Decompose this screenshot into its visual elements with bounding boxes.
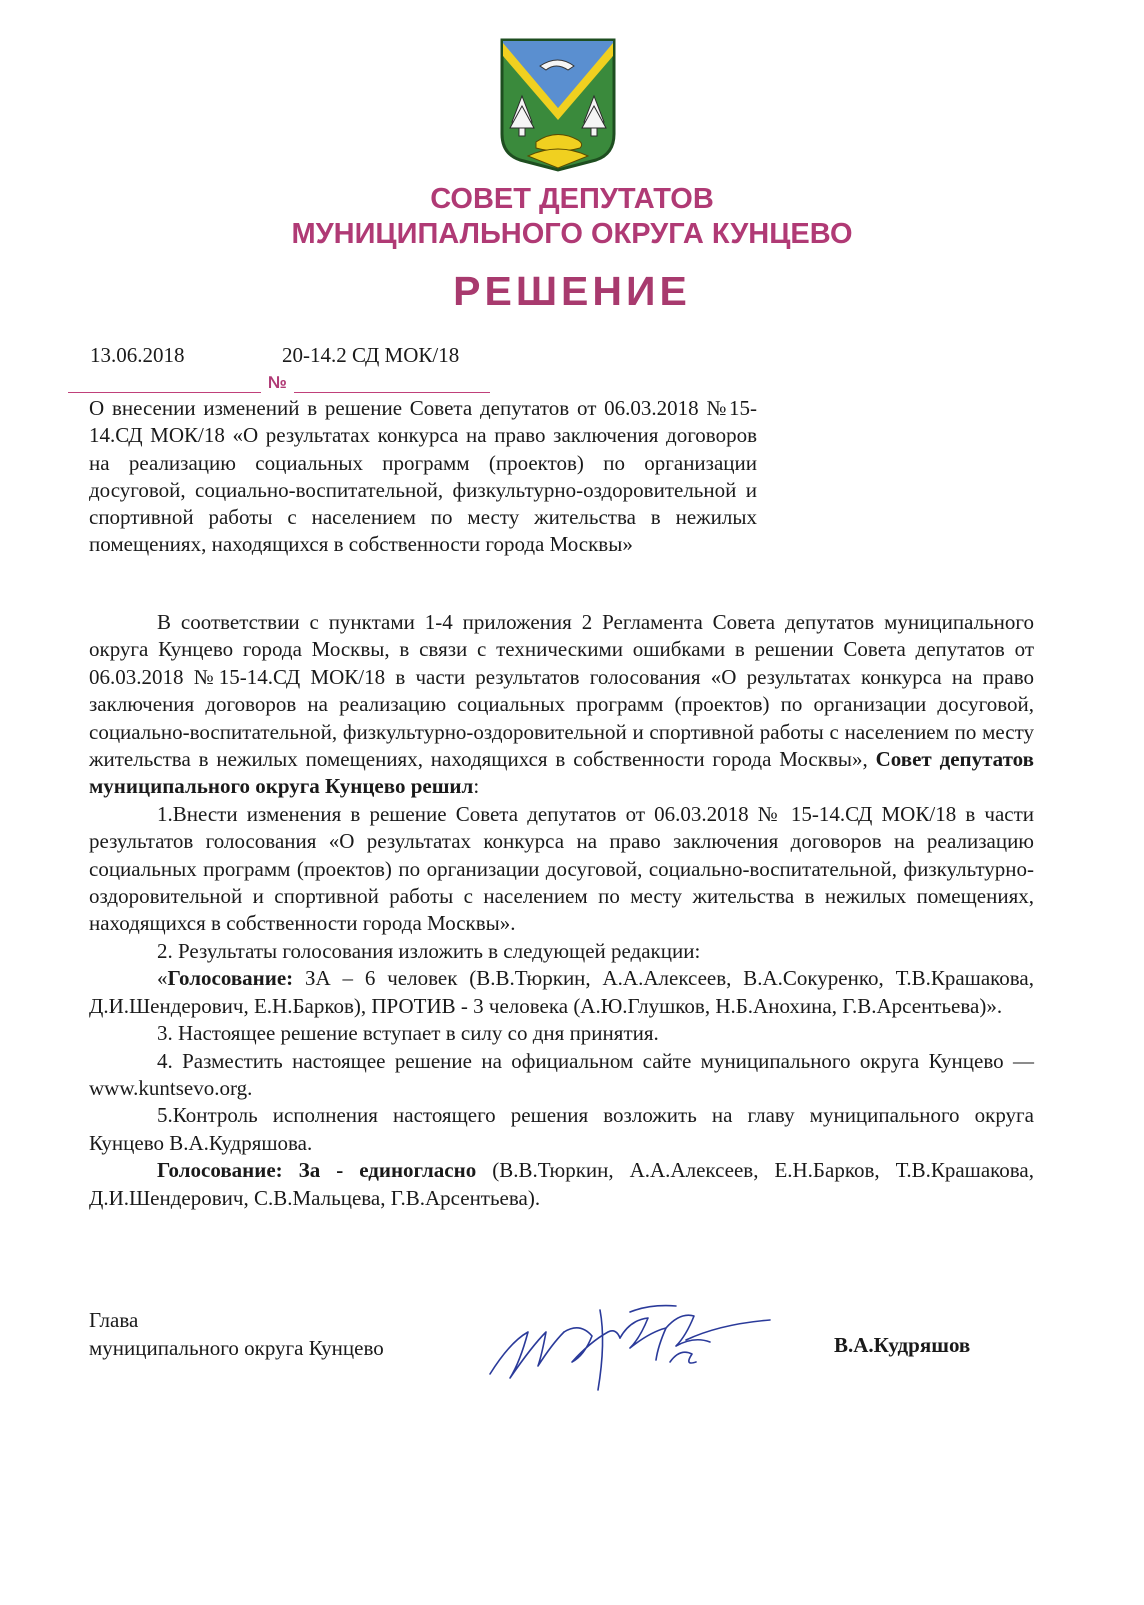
decision-number: 20-14.2 СД МОК/18: [282, 343, 460, 367]
preamble-end: :: [473, 774, 480, 799]
preamble-text: В соответствии с пунктами 1-4 приложения 2 Регламента Совета депутатов муниципального округа Кунцево города Москвы, в связи с техническими ошибками в решении Совета депутатов от 06.03.2018 №15-14.СД МОК/18 в части результатов голосования «О результатах конкурса на право заключения договоров на реализацию социальных программ (проектов) по организации досуговой, социально-воспитательной, физкультурно-оздоровительной и спортивной работы с населением по месту жительства в нежилых помещениях, находящихся в собственности города Москвы»,: [89, 610, 1034, 772]
vote-result: [89, 1157, 1034, 1212]
number-underline: [294, 392, 490, 393]
org-name-line2: МУНИЦИПАЛЬНОГО ОКРУГА КУНЦЕВО: [291, 218, 853, 250]
item-5: 5.Контроль исполнения настоящего решения возложить на главу муниципального округа Кунцево В.А.Кудряшова.: [89, 1103, 1034, 1155]
org-name-line1: СОВЕТ ДЕПУТАТОВ: [430, 183, 714, 215]
decision-date: 13.06.2018: [90, 343, 185, 367]
signatory-title: [89, 1307, 384, 1362]
vote-quote: [89, 965, 1034, 1020]
document-type-title: РЕШЕНИЕ: [453, 268, 691, 314]
handwritten-signature: [480, 1302, 800, 1394]
coat-of-arms-icon: [500, 38, 616, 172]
vote-text: (В.В.Тюркин, А.А.Алексеев, Е.Н.Барков, Т.В.Крашакова, Д.И.Шендерович, С.В.Мальцева, Г.В.Арсентьева).: [89, 1158, 1034, 1210]
quote-text: ЗА – 6 человек (В.В.Тюркин, А.А.Алексеев, В.А.Сокуренко, Т.В.Крашакова, Д.И.Шендерович, Е.Н.Барков), ПРОТИВ - 3 человека (А.Ю.Глушков, Н.Б.Анохина, Г.В.Арсентьева)».: [89, 966, 1034, 1018]
quote-open: «: [157, 966, 168, 991]
date-underline: [68, 392, 261, 393]
signatory-name: В.А.Кудряшов: [834, 1333, 971, 1357]
preamble-paragraph: [89, 609, 1034, 801]
item-4: 4. Разместить настоящее решение на официальном сайте муниципального округа Кунцево — www.kuntsevo.org.: [89, 1048, 1034, 1100]
item-2: 2. Результаты голосования изложить в следующей редакции:: [157, 938, 701, 963]
signatory-title-line1: Глава: [89, 1308, 139, 1332]
number-sign: №: [268, 373, 287, 392]
quote-bold: Голосование:: [167, 966, 294, 991]
vote-bold: Голосование: За - единогласно: [157, 1158, 477, 1183]
item-3: 3. Настоящее решение вступает в силу со дня принятия.: [157, 1021, 659, 1046]
decision-subject: О внесении изменений в решение Совета депутатов от 06.03.2018 №15-14.СД МОК/18 «О результатах конкурса на право заключения договоров на реализацию социальных программ (проектов) по организации досуговой, социально-воспитательной, физкультурно-оздоровительной и спортивной работы с населением по месту жительства в нежилых помещениях, находящихся в собственности города Москвы»: [89, 396, 757, 557]
signatory-title-line2: муниципального округа Кунцево: [89, 1335, 384, 1360]
preamble-bold: Совет депутатов муниципального округа Кунцево решил: [89, 747, 1034, 799]
decision-body: [89, 609, 1034, 1212]
item-1: 1.Внести изменения в решение Совета депутатов от 06.03.2018 № 15-14.СД МОК/18 в части результатов голосования «О результатах конкурса на право заключения договоров на реализацию социальных программ (проектов) по организации досуговой, социально-воспитательной, физкультурно-оздоровительной и спортивной работы с населением по месту жительства в нежилых помещениях, находящихся в собственности города Москвы».: [89, 801, 1034, 936]
